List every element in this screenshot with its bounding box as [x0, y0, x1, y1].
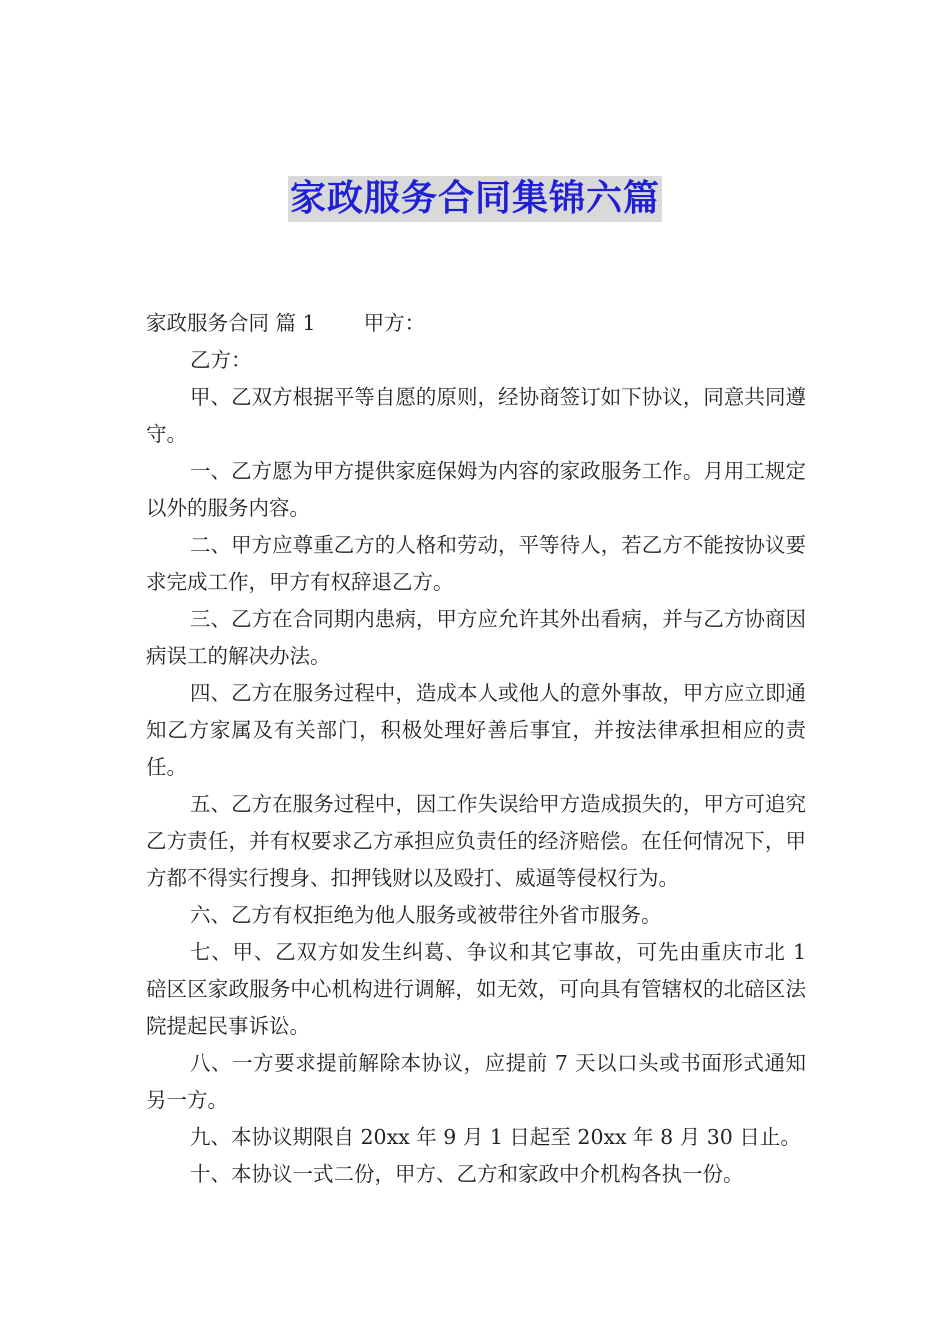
party-a-label: 甲方：	[363, 311, 426, 335]
first-line	[146, 305, 806, 342]
paragraph: 十、本协议一式二份，甲方、乙方和家政中介机构各执一份。	[190, 1162, 744, 1186]
document-body	[146, 305, 806, 1193]
paragraph: 甲、乙双方根据平等自愿的原则，经协商签订如下协议，同意共同遵守。	[146, 385, 806, 446]
paragraph: 四、乙方在服务过程中，造成本人或他人的意外事故，甲方应立即通知乙方家属及有关部门，积极处理好善后事宜，并按法律承担相应的责任。	[146, 681, 806, 779]
document-title: 家政服务合同集锦六篇	[288, 176, 662, 222]
paragraph: 一、乙方愿为甲方提供家庭保姆为内容的家政服务工作。月用工规定以外的服务内容。	[146, 459, 806, 520]
paragraph: 九、本协议期限自 20xx 年 9 月 1 日起至 20xx 年 8 月 30 日止。	[190, 1125, 801, 1149]
paragraph: 五、乙方在服务过程中，因工作失误给甲方造成损失的，甲方可追究乙方责任，并有权要求乙方承担应负责任的经济赔偿。在任何情况下，甲方都不得实行搜身、扣押钱财以及殴打、威逼等侵权行为。	[146, 792, 806, 890]
paragraph: 八、一方要求提前解除本协议，应提前 7 天以口头或书面形式通知另一方。	[146, 1051, 806, 1112]
title-container	[0, 176, 950, 222]
paragraph: 乙方：	[190, 348, 252, 372]
paragraph: 二、甲方应尊重乙方的人格和劳动，平等待人，若乙方不能按协议要求完成工作，甲方有权辞退乙方。	[146, 533, 806, 594]
paragraph: 六、乙方有权拒绝为他人服务或被带往外省市服务。	[190, 903, 662, 927]
paragraph: 七、甲、乙双方如发生纠葛、争议和其它事故，可先由重庆市北 1 碚区区家政服务中心机构进行调解，如无效，可向具有管辖权的北碚区法院提起民事诉讼。	[146, 940, 806, 1038]
section-heading: 家政服务合同 篇 1	[146, 311, 316, 335]
paragraph: 三、乙方在合同期内患病，甲方应允许其外出看病，并与乙方协商因病误工的解决办法。	[146, 607, 806, 668]
